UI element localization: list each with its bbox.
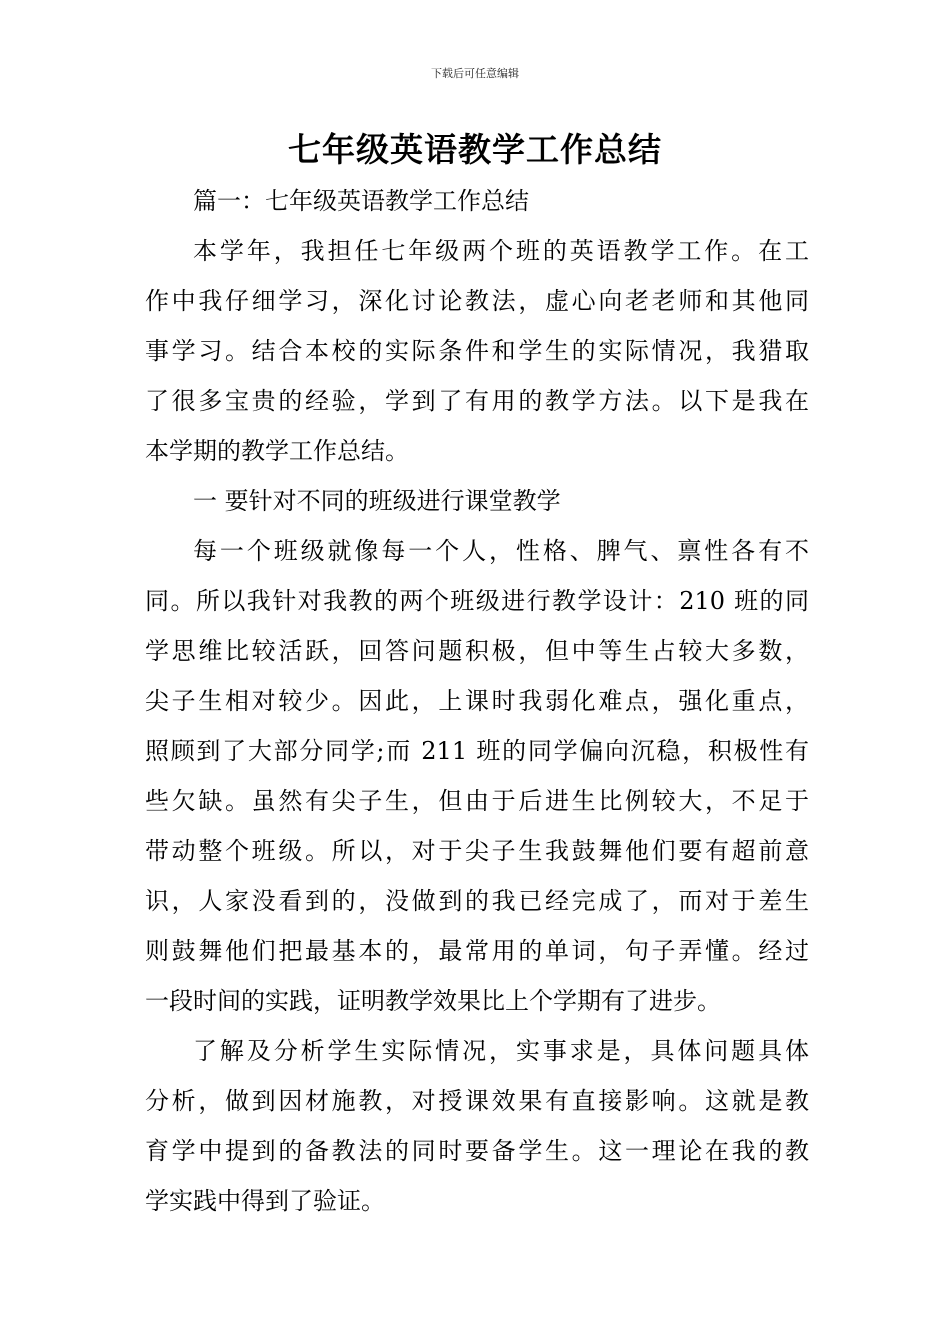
page-header-note: 下载后可任意编辑 <box>431 67 519 80</box>
document-title: 七年级英语教学工作总结 <box>288 130 662 169</box>
paragraph-line: 学实践中得到了验证。 <box>145 1187 385 1215</box>
paragraph-line: 每一个班级就像每一个人，性格、脾气、禀性各有不 <box>193 537 809 565</box>
paragraph-line: 带动整个班级。所以，对于尖子生我鼓舞他们要有超前意 <box>145 837 809 865</box>
paragraph-line: 作中我仔细学习，深化讨论教法，虚心向老老师和其他同 <box>145 287 809 315</box>
paragraph-line: 分析，做到因材施教，对授课效果有直接影响。这就是教 <box>145 1087 809 1115</box>
paragraph-line: 了解及分析学生实际情况，实事求是，具体问题具体 <box>193 1037 809 1065</box>
paragraph-line: 事学习。结合本校的实际条件和学生的实际情况，我猎取 <box>145 337 809 365</box>
paragraph-line: 育学中提到的备教法的同时要备学生。这一理论在我的教 <box>145 1137 809 1165</box>
paragraph-line: 学思维比较活跃，回答问题积极，但中等生占较大多数， <box>145 637 809 665</box>
paragraph-line: 些欠缺。虽然有尖子生，但由于后进生比例较大，不足于 <box>145 787 809 815</box>
paragraph-line: 则鼓舞他们把最基本的，最常用的单词，句子弄懂。经过 <box>145 937 809 965</box>
paragraph-line: 照顾到了大部分同学;而 211 班的同学偏向沉稳，积极性有 <box>145 737 809 765</box>
section-heading: 一 要针对不同的班级进行课堂教学 <box>193 487 561 515</box>
paragraph-line: 尖子生相对较少。因此，上课时我弱化难点，强化重点， <box>145 687 809 715</box>
paragraph-line: 了很多宝贵的经验，学到了有用的教学方法。以下是我在 <box>145 387 809 415</box>
paragraph-line: 识，人家没看到的，没做到的我已经完成了，而对于差生 <box>145 887 809 915</box>
paragraph-line: 本学期的教学工作总结。 <box>145 437 409 465</box>
document-body <box>145 176 809 1226</box>
paragraph-line: 本学年，我担任七年级两个班的英语教学工作。在工 <box>193 237 809 265</box>
paragraph-line: 同。所以我针对我教的两个班级进行教学设计：210 班的同 <box>145 587 809 615</box>
paragraph-line: 一段时间的实践，证明教学效果比上个学期有了进步。 <box>145 987 721 1015</box>
subtitle-line: 篇一：七年级英语教学工作总结 <box>193 187 529 215</box>
